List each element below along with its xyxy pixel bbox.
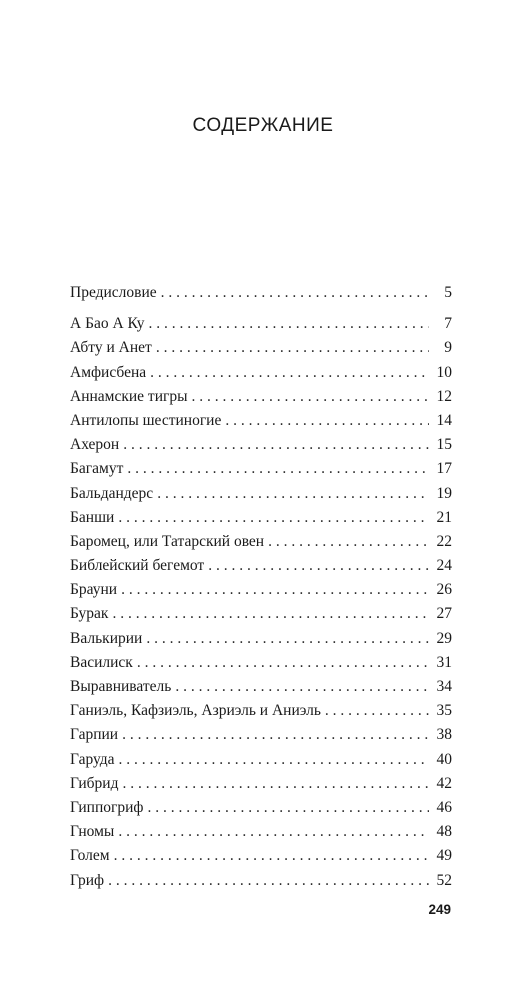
toc-entry-title: Предисловие [70,284,157,301]
toc-entry-page: 40 [436,750,452,768]
toc-entry-title: Выравниватель [70,678,172,695]
toc-entry-page: 15 [436,436,452,454]
toc-entry-title: Абту и Анет [70,339,152,357]
toc-leader-dots [122,723,429,747]
toc-entry-page: 27 [436,605,452,623]
toc-entry-page: 7 [444,315,452,333]
toc-leader-dots [175,675,429,699]
toc-leader-dots [156,336,429,360]
toc-leader-dots [161,281,429,305]
toc-entry-title: Библейский бегемот [70,557,205,575]
toc-entry-title: Ахерон [70,436,120,454]
toc-leader-dots [123,433,429,457]
toc-leader-dots [118,506,429,530]
page-title: СОДЕРЖАНИЕ [192,115,334,136]
toc-entry-title: Багамут [70,460,124,478]
toc-leader-dots [150,361,429,385]
toc-leader-dots [146,627,429,651]
toc-entry-page: 49 [436,847,452,865]
toc-leader-dots [119,748,429,772]
toc-entry-page: 17 [436,460,452,478]
toc-entry[interactable] [70,699,452,723]
toc-entry-page: 48 [436,823,452,841]
toc-entry-page: 29 [436,629,452,647]
toc-entry[interactable] [70,796,452,820]
toc-entry-title: Бурак [70,605,109,623]
toc-leader-dots [325,699,429,723]
toc-entry-title: Баромец, или Татарский овен [70,532,265,550]
toc-entry-title: А Бао А Ку [70,315,145,333]
toc-entry[interactable] [70,433,452,457]
toc-entry-page: 34 [436,678,452,695]
toc-entry-title: Гарпии [70,726,119,744]
toc-entry[interactable] [70,602,452,626]
toc-leader-dots [127,457,429,481]
toc-entry-page: 21 [436,508,452,526]
toc-entry[interactable] [70,627,452,651]
toc-entry-title: Гибрид [70,774,119,792]
toc-entry[interactable] [70,385,452,409]
toc-entry-page: 31 [436,653,452,671]
toc-leader-dots [268,530,429,554]
toc-leader-dots [147,796,429,820]
toc-entry[interactable] [70,457,452,481]
toc-entry[interactable] [70,281,452,305]
page-number: 249 [428,902,451,917]
toc-entry[interactable] [70,530,452,554]
toc-entry-title: Гиппогриф [70,798,144,816]
toc-entry-page: 12 [436,387,452,405]
toc-entry-title: Амфисбена [70,363,147,381]
toc-entry[interactable] [70,312,452,336]
table-of-contents [70,281,452,893]
toc-entry-title: Голем [70,847,110,865]
toc-leader-dots [112,602,429,626]
toc-entry-page: 46 [436,798,452,816]
toc-entry[interactable] [70,772,452,796]
toc-entry[interactable] [70,482,452,506]
toc-entry-page: 19 [436,484,452,502]
toc-entry-page: 26 [436,581,452,599]
toc-entry-title: Банши [70,508,115,526]
toc-leader-dots [118,820,429,844]
toc-leader-dots [192,385,429,409]
toc-leader-dots [108,869,429,893]
toc-entry[interactable] [70,820,452,844]
toc-entry-title: Валькирии [70,629,143,647]
toc-entry[interactable] [70,869,452,893]
toc-entry[interactable] [70,506,452,530]
toc-entry-page: 9 [444,339,452,357]
toc-entry[interactable] [70,554,452,578]
toc-entry[interactable] [70,675,452,699]
toc-leader-dots [121,578,429,602]
toc-entry-page: 24 [436,557,452,575]
toc-leader-dots [208,554,429,578]
toc-entry-title: Ганиэль, Кафзиэль, Азриэль и Аниэль [70,702,321,720]
toc-entry-title: Бальдандерс [70,484,154,502]
toc-entry[interactable] [70,409,452,433]
toc-entry-title: Брауни [70,581,118,599]
toc-entry-title: Василиск [70,653,133,671]
toc-entry-page: 52 [436,871,452,889]
toc-entry-page: 10 [436,363,452,381]
toc-entry-page: 35 [436,702,452,720]
toc-entry-title: Гномы [70,823,115,841]
toc-entry[interactable] [70,361,452,385]
toc-entry-title: Антилопы шестиногие [70,411,222,429]
toc-entry[interactable] [70,651,452,675]
toc-entry-page: 42 [436,774,452,792]
toc-entry[interactable] [70,748,452,772]
toc-entry-page: 5 [444,284,452,301]
toc-leader-dots [122,772,429,796]
toc-entry-page: 14 [436,411,452,429]
toc-leader-dots [137,651,429,675]
toc-entry[interactable] [70,723,452,747]
toc-leader-dots [225,409,429,433]
toc-entry-title: Гриф [70,871,105,889]
toc-entry[interactable] [70,336,452,360]
toc-leader-dots [114,844,429,868]
toc-entry-page: 22 [436,532,452,550]
toc-entry[interactable] [70,844,452,868]
toc-leader-dots [148,312,429,336]
toc-entry[interactable] [70,578,452,602]
toc-entry-title: Аннамские тигры [70,387,188,405]
toc-leader-dots [157,482,429,506]
toc-entry-page: 38 [436,726,452,744]
toc-entry-title: Гаруда [70,750,115,768]
